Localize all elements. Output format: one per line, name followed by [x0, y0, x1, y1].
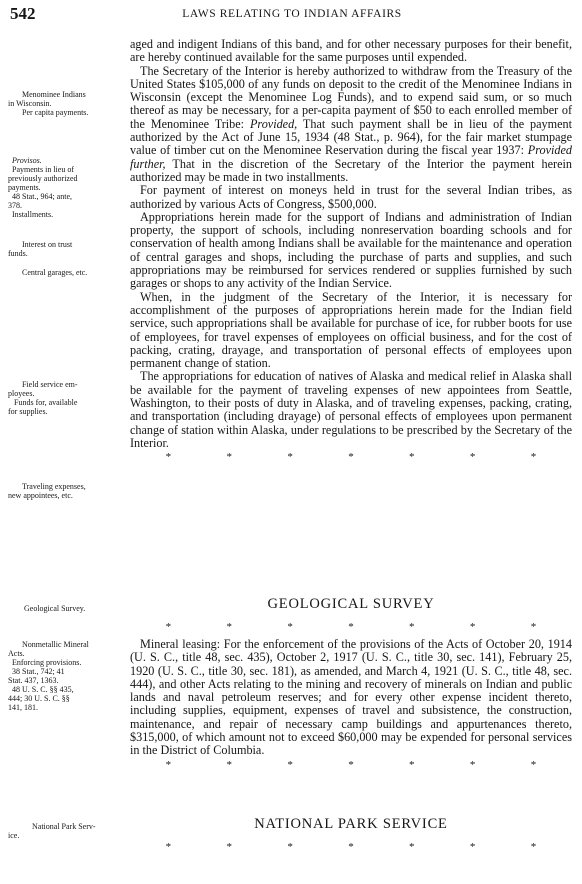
paragraph-aged-indigent: aged and indigent Indians of this band, and for other necessary purposes for their benefit, are hereby continued available for the same purposes until expended. — [130, 37, 572, 65]
section-title-geological-survey: GEOLOGICAL SURVEY — [267, 596, 435, 612]
star-divider: * * * * * * * — [165, 621, 537, 633]
paragraph-interest-trust-funds: For payment of interest on moneys held in trust for the several Indian tribes, as authorized by various Acts of Congress, $500,000. — [130, 183, 572, 211]
margin-note-garages: Central garages, etc. — [22, 268, 88, 277]
paragraph-field-service: When, in the judgment of the Secretary of the Interior, it is necessary for accomplishment of the purposes of appropriations herein made for the Indian field service, such appropriations shall be available for purchase of ice, for rubber boots for use of employees, for travel expenses of employees on official business, and for the cost of packing, crating, drayage, and transportation of personal effects of employees upon permanent change of station. — [130, 289, 572, 371]
page-number: 542 — [10, 4, 36, 23]
paragraph-menominee-payment: The Secretary of the Interior is hereby authorized to withdraw from the Treasury of the United States $105,000 of any funds on deposit to the credit of the Menominee Indians in Wisconsin (except the Menominee Log Funds), and to expend said sum, or so much thereof as may be necessary, for a per-capita payment of $50 to each enrolled member of the Menominee Tribe: Provided, That such payment shall be in lieu of the payment authorized by the Act of June 15, 1934 (48 Stat., p. 964), for the fair market stumpage value of timber cut on the Menominee Reservation during the fiscal year 1937: Provided further, That in the discretion of the Secretary of the Interior the payment herein authorized may be made in two installments. — [130, 63, 572, 184]
margin-note-traveling: Traveling expenses, new appointees, etc. — [8, 482, 86, 500]
body-text-national-park-service — [130, 814, 572, 854]
margin-note-nonmetallic: Nonmetallic Mineral Acts. Enforcing provisions. 38 Stat., 742; 41 Stat. 437, 1363. 48 U. S. C. §§ 435, 444; 30 U. S. C. §§ 141, 181. — [8, 640, 89, 712]
paragraph-central-garages: Appropriations herein made for the support of Indians and administration of Indian property, the support of schools, including nonreservation boarding schools and for conservation of health among Indians shall be available for the maintenance and operation of central garages and shops, including the purchase of parts and supplies, and such appropriations may be reimbursed for services rendered or supplies furnished by such garages or shops to any activity of the Indian Service. — [130, 209, 572, 291]
margin-note-provisos: Provisos. Payments in lieu of previously authorized payments. 48 Stat., 964; ante, 378. Installments. — [8, 156, 78, 219]
running-head: LAWS RELATING TO INDIAN AFFAIRS — [182, 8, 402, 20]
body-text-indian-affairs — [130, 38, 572, 464]
margin-note-national-park: National Park Serv- ice. — [8, 822, 96, 840]
star-divider: * * * * * * * — [165, 758, 537, 771]
margin-note-menominee: Menominee Indians in Wisconsin. Per capita payments. — [8, 90, 89, 117]
star-divider: * * * * * * * — [165, 841, 537, 853]
margin-note-interest: Interest on trust funds. — [8, 240, 73, 258]
paragraph-alaska-traveling: The appropriations for education of natives of Alaska and medical relief in Alaska shall be available for the payment of traveling expenses of new appointees from Seattle, Washington, to their posts of duty in Alaska, and of traveling expenses, packing, crating, and transportation (including drayage) of personal effects of employees upon permanent change of station within Alaska, under regulations to be prescribed by the Secretary of the Interior. — [130, 369, 572, 450]
page-header — [10, 4, 574, 24]
margin-note-field-service: Field service em- ployees. Funds for, available for supplies. — [8, 380, 78, 416]
section-title-national-park-service: NATIONAL PARK SERVICE — [254, 816, 448, 832]
margin-note-geological: Geological Survey. — [24, 604, 86, 613]
body-text-geological-survey — [130, 594, 572, 772]
star-divider: * * * * * * * — [165, 451, 537, 464]
paragraph-mineral-leasing: Mineral leasing: For the enforcement of the provisions of the Acts of October 20, 1914 (U. S. C., title 48, sec. 435), October 2, 1917 (U. S. C., title 30, sec. 141), February 25, 1920 (U. S. C., title 30, sec. 181), as amended, and March 4, 1921 (U. S. C., title 48, sec. 444), and other Acts relating to the mining and recovery of minerals on Indian and public lands and naval petroleum reserves; and for every other expense incident thereto, including supplies, equipment, expenses of travel and subsistence, the construction, maintenance, and repair of necessary camp buildings and appurtenances thereto, $315,000, of which amount not to exceed $60,000 may be expended for personal services in the District of Columbia. — [130, 637, 572, 758]
